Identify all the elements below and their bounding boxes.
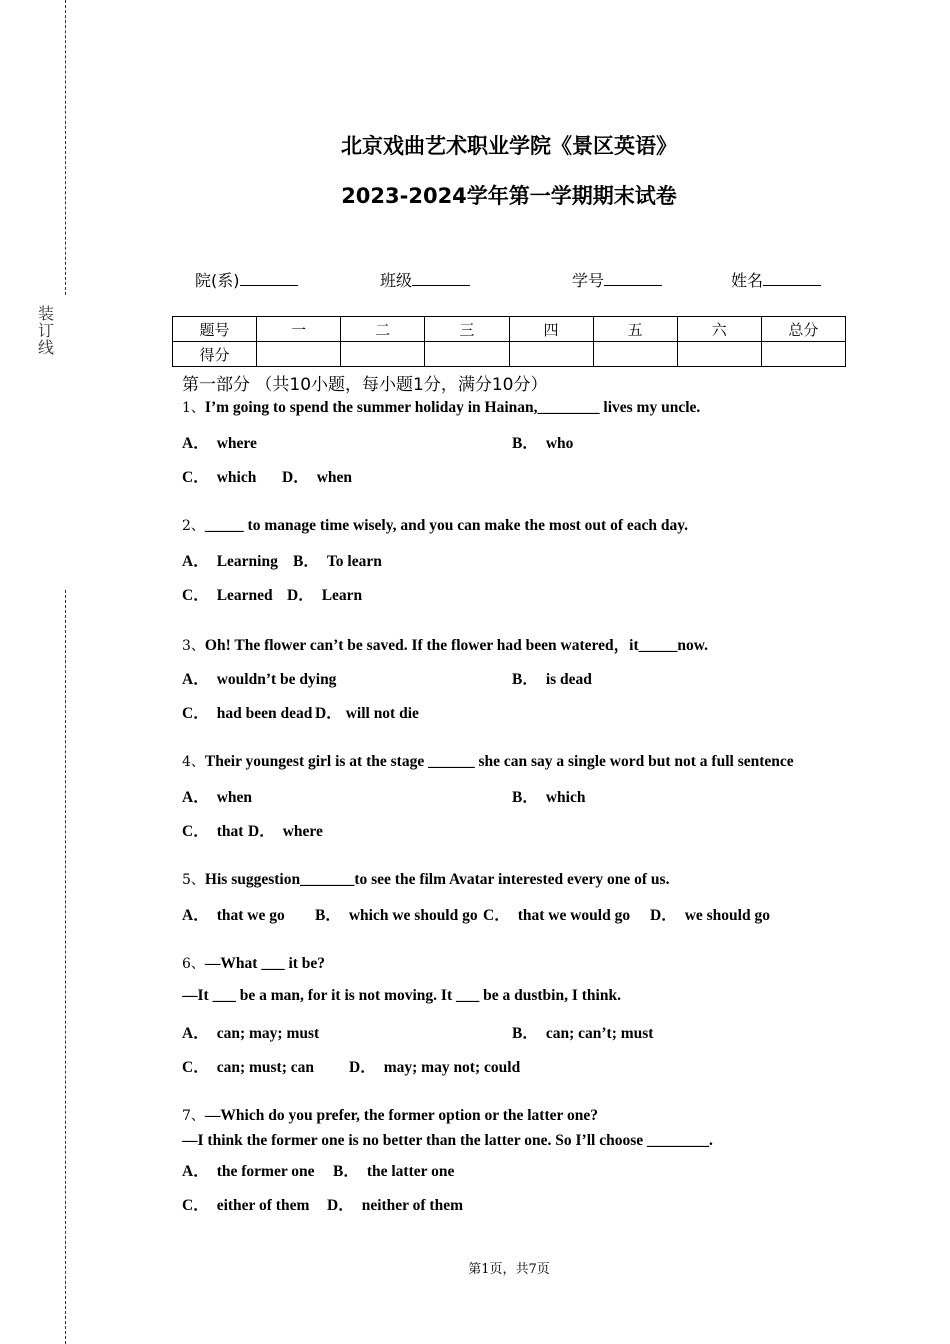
binding-dashed-line-bottom xyxy=(65,590,66,1344)
score-table-header-row xyxy=(173,317,846,342)
question-number: 2、 xyxy=(182,518,205,534)
option-text: that we go xyxy=(216,907,285,924)
option-text: where xyxy=(216,435,257,452)
question-number: 7、 xyxy=(182,1108,205,1124)
option-text: Learned xyxy=(216,587,273,604)
option-text: when xyxy=(216,789,253,806)
option-text: wouldn’t be dying xyxy=(216,671,337,688)
binding-char: 线 xyxy=(37,338,54,357)
option-text: which xyxy=(545,789,586,806)
question-number: 3、 xyxy=(182,638,205,654)
option-text: the latter one xyxy=(366,1163,455,1180)
question-text: Their youngest girl is at the stage ______ she can say a single word but not a full sentence xyxy=(204,753,794,770)
question-7-stem xyxy=(182,1105,598,1125)
option-letter: C． xyxy=(182,705,209,722)
option-letter: C． xyxy=(182,587,209,604)
exam-title-line2: 2023-2024学年第一学期期末试卷 xyxy=(341,184,677,208)
table-cell: 五 xyxy=(593,317,677,342)
option-b[interactable] xyxy=(333,1159,454,1181)
question-2-stem xyxy=(182,515,688,535)
option-a[interactable] xyxy=(182,549,278,571)
question-number: 1、 xyxy=(182,400,205,416)
question-5-stem xyxy=(182,869,669,889)
question-number: 5、 xyxy=(182,872,205,888)
option-text: Learn xyxy=(321,587,363,604)
option-a[interactable] xyxy=(182,903,285,925)
class-blank[interactable] xyxy=(412,271,470,286)
option-text: that xyxy=(216,823,244,840)
option-d[interactable] xyxy=(650,903,770,925)
option-d[interactable] xyxy=(315,701,419,723)
option-b[interactable] xyxy=(293,549,382,571)
question-4-stem xyxy=(182,751,794,771)
binding-char: 订 xyxy=(37,321,54,340)
student-id-blank[interactable] xyxy=(604,271,662,286)
table-cell: 总分 xyxy=(761,317,845,342)
name-blank[interactable] xyxy=(763,271,821,286)
option-b[interactable] xyxy=(512,431,573,453)
option-b[interactable] xyxy=(512,667,592,689)
name-field xyxy=(731,268,821,291)
section-heading: 第一部分 （共10小题，每小题1分，满分10分） xyxy=(182,375,548,395)
option-text: which we should go xyxy=(348,907,478,924)
question-text: I’m going to spend the summer holiday in Hainan,________ lives my uncle. xyxy=(204,399,701,416)
option-a[interactable] xyxy=(182,1021,319,1043)
option-letter: D． xyxy=(315,705,342,722)
question-text: Oh! The flower can’t be saved. If the flower had been watered，it_____now. xyxy=(204,637,708,654)
option-d[interactable] xyxy=(282,465,352,487)
score-cell[interactable] xyxy=(677,342,761,367)
option-letter: B． xyxy=(512,789,538,806)
option-d[interactable] xyxy=(248,819,323,841)
option-letter: B． xyxy=(333,1163,359,1180)
student-id-label: 学号 xyxy=(572,271,605,290)
option-b[interactable] xyxy=(315,903,478,925)
option-a[interactable] xyxy=(182,667,336,689)
option-d[interactable] xyxy=(349,1055,520,1077)
option-text: either of them xyxy=(216,1197,310,1214)
department-label: 院(系) xyxy=(195,271,240,290)
option-text: can; may; must xyxy=(216,1025,320,1042)
table-cell: 一 xyxy=(257,317,341,342)
question-number: 6、 xyxy=(182,956,205,972)
option-letter: B． xyxy=(512,1025,538,1042)
option-letter: B． xyxy=(293,553,319,570)
table-cell: 得分 xyxy=(173,342,257,367)
score-cell[interactable] xyxy=(761,342,845,367)
option-text: we should go xyxy=(684,907,770,924)
option-letter: B． xyxy=(512,671,538,688)
option-text: that we would go xyxy=(517,907,631,924)
page-number: 第1页，共7页 xyxy=(468,1262,550,1277)
option-letter: A． xyxy=(182,553,209,570)
option-letter: C． xyxy=(483,907,510,924)
option-letter: A． xyxy=(182,671,209,688)
question-number: 4、 xyxy=(182,754,205,770)
score-table xyxy=(172,316,846,367)
table-cell: 六 xyxy=(677,317,761,342)
option-c[interactable] xyxy=(483,903,630,925)
option-text: when xyxy=(316,469,353,486)
option-letter: C． xyxy=(182,469,209,486)
department-blank[interactable] xyxy=(240,271,298,286)
score-cell[interactable] xyxy=(425,342,509,367)
student-id-field xyxy=(572,268,662,291)
option-c[interactable] xyxy=(182,465,256,487)
score-cell[interactable] xyxy=(257,342,341,367)
option-c[interactable] xyxy=(182,1055,314,1077)
option-text: where xyxy=(282,823,323,840)
question-6-stem-line2: —It ___ be a man, for it is not moving. It ___ be a dustbin, I think. xyxy=(182,987,621,1004)
class-label: 班级 xyxy=(380,271,413,290)
score-cell[interactable] xyxy=(593,342,677,367)
table-cell: 二 xyxy=(341,317,425,342)
option-c[interactable] xyxy=(182,1193,309,1215)
option-b[interactable] xyxy=(512,785,585,807)
question-7-stem-line2: —I think the former one is no better than the latter one. So I’ll choose ________. xyxy=(182,1132,713,1149)
option-letter: D． xyxy=(327,1197,354,1214)
option-letter: A． xyxy=(182,907,209,924)
option-b[interactable] xyxy=(512,1021,653,1043)
option-d[interactable] xyxy=(287,583,362,605)
option-text: which xyxy=(216,469,257,486)
option-text: can; must; can xyxy=(216,1059,315,1076)
score-table-score-row xyxy=(173,342,846,367)
question-6-stem xyxy=(182,953,325,973)
option-letter: C． xyxy=(182,823,209,840)
option-letter: A． xyxy=(182,1025,209,1042)
option-letter: C． xyxy=(182,1197,209,1214)
option-letter: A． xyxy=(182,1163,209,1180)
option-a[interactable] xyxy=(182,1159,315,1181)
option-letter: B． xyxy=(315,907,341,924)
binding-char: 装 xyxy=(37,304,54,323)
option-text: is dead xyxy=(545,671,592,688)
option-text: will not die xyxy=(345,705,419,722)
option-letter: D． xyxy=(349,1059,376,1076)
score-cell[interactable] xyxy=(509,342,593,367)
question-text: _____ to manage time wisely, and you can make the most out of each day. xyxy=(204,517,688,534)
class-field xyxy=(380,268,470,291)
option-letter: D． xyxy=(287,587,314,604)
option-c[interactable] xyxy=(182,701,312,723)
question-text: —Which do you prefer, the former option or the latter one? xyxy=(204,1107,598,1124)
option-letter: D． xyxy=(282,469,309,486)
option-text: who xyxy=(545,435,574,452)
option-letter: A． xyxy=(182,435,209,452)
option-a[interactable] xyxy=(182,785,252,807)
option-letter: D． xyxy=(248,823,275,840)
exam-title-line1: 北京戏曲艺术职业学院《景区英语》 xyxy=(341,134,677,158)
name-label: 姓名 xyxy=(731,271,764,290)
option-text: Learning xyxy=(216,553,278,570)
table-cell: 三 xyxy=(425,317,509,342)
option-d[interactable] xyxy=(327,1193,463,1215)
option-text: neither of them xyxy=(361,1197,464,1214)
option-text: may; may not; could xyxy=(383,1059,521,1076)
option-letter: B． xyxy=(512,435,538,452)
question-text: His suggestion_______to see the film Avatar interested every one of us. xyxy=(204,871,670,888)
option-c[interactable] xyxy=(182,583,273,605)
option-letter: D． xyxy=(650,907,677,924)
table-cell: 题号 xyxy=(173,317,257,342)
binding-label xyxy=(37,305,55,356)
department-field xyxy=(195,268,298,291)
option-c[interactable] xyxy=(182,819,243,841)
option-letter: C． xyxy=(182,1059,209,1076)
score-cell[interactable] xyxy=(341,342,425,367)
question-1-stem xyxy=(182,397,700,417)
option-a[interactable] xyxy=(182,431,257,453)
option-text: can; can’t; must xyxy=(545,1025,654,1042)
option-letter: A． xyxy=(182,789,209,806)
option-text: had been dead xyxy=(216,705,313,722)
question-3-stem xyxy=(182,633,708,655)
question-text: —What ___ it be? xyxy=(204,955,326,972)
table-cell: 四 xyxy=(509,317,593,342)
option-text: To learn xyxy=(326,553,382,570)
option-text: the former one xyxy=(216,1163,315,1180)
